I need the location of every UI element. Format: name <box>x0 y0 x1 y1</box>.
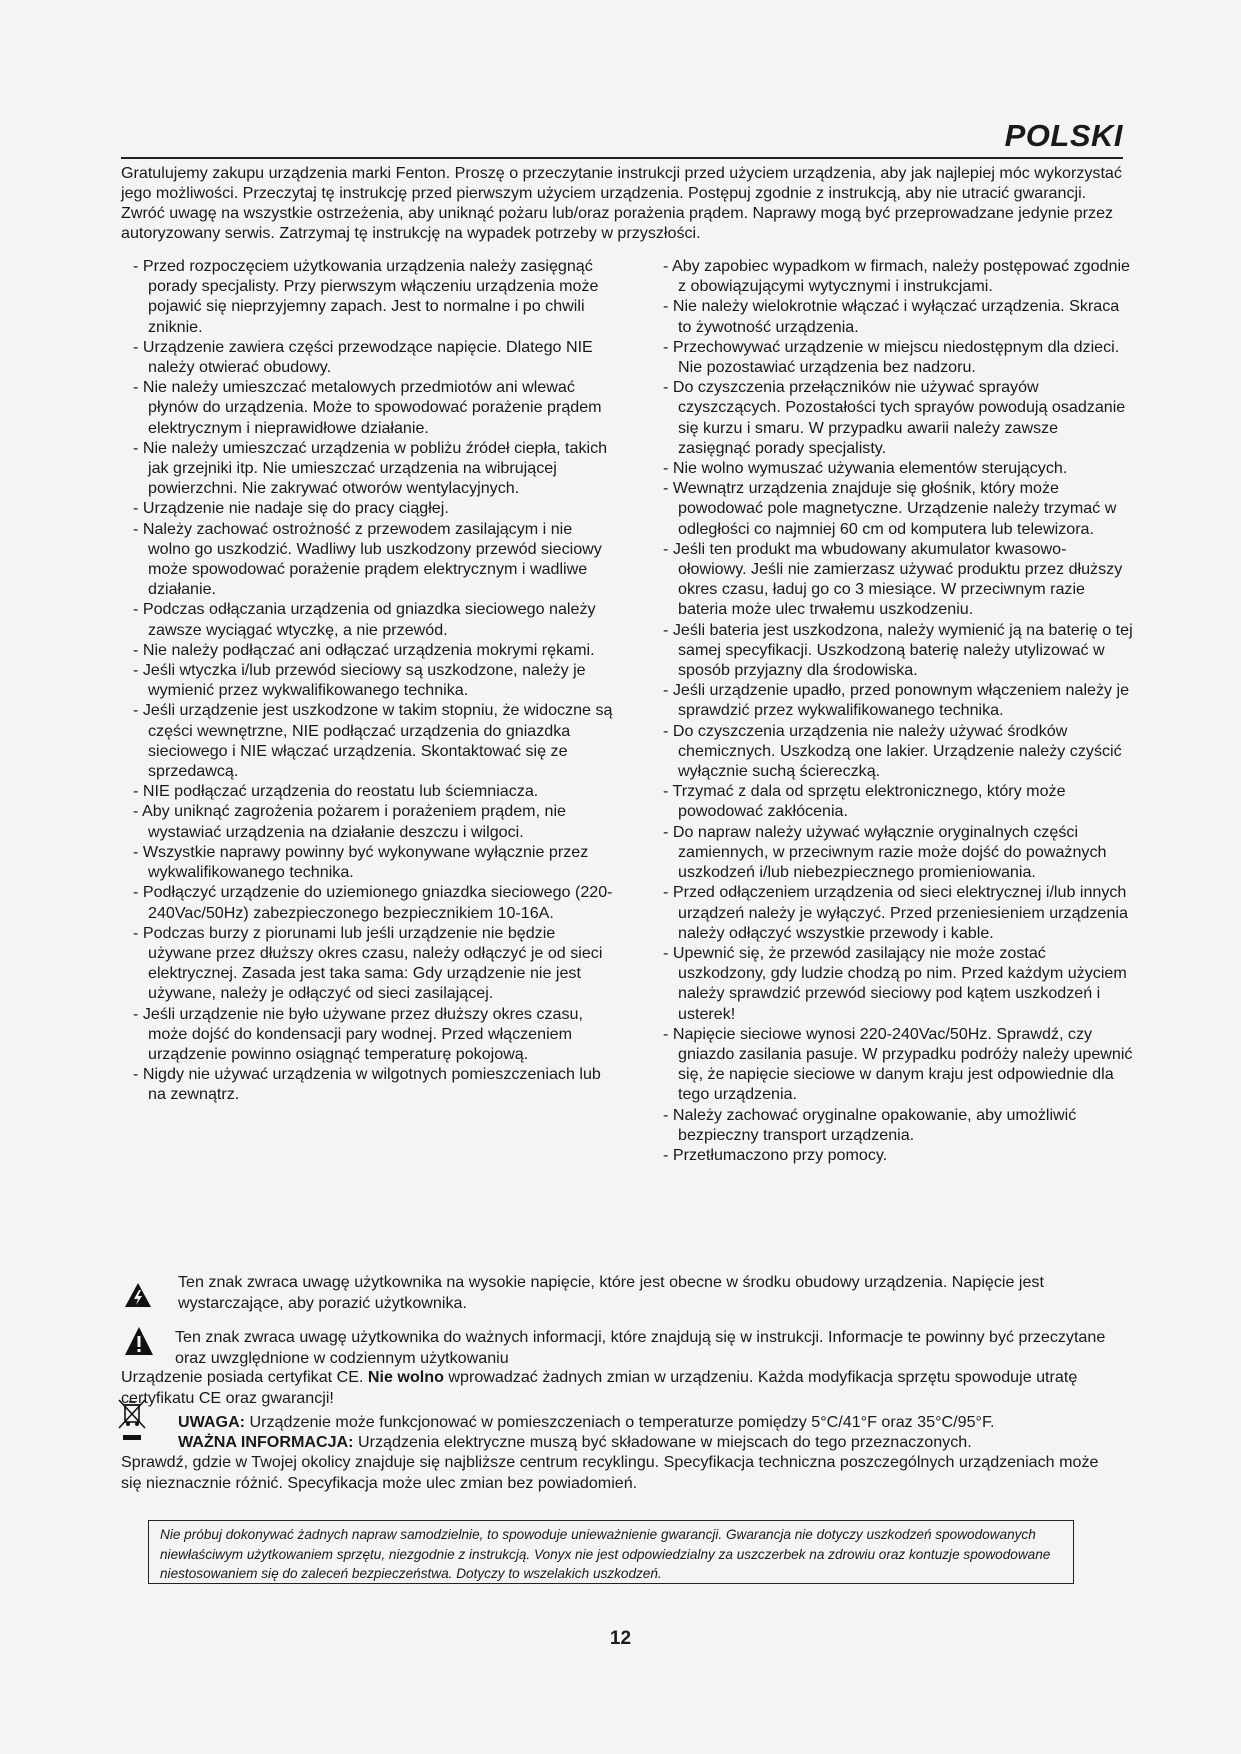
crossed-bin-icon <box>117 1398 147 1432</box>
list-item: - Upewnić się, że przewód zasilający nie może zostać uszkodzony, gdy ludzie chodzą po nim. Przed każdym użyciem należy sprawdzić przewód sieciowy pod kątem uszkodzeń i usterek! <box>663 943 1133 1024</box>
list-item: - Jeśli urządzenie nie było używane przez dłuższy okres czasu, może dojść do kondensacji pary wodnej. Przed włączeniem urządzenie powinno osiągnąć temperaturę pokojową. <box>133 1004 613 1065</box>
list-item: - Nie wolno wymuszać używania elementów sterujących. <box>663 458 1133 478</box>
uwaga-label: UWAGA: <box>178 1413 246 1431</box>
ce-prefix: Urządzenie posiada certyfikat CE. <box>121 1368 364 1386</box>
weee-bar <box>123 1435 141 1440</box>
high-voltage-warning-icon <box>124 1282 152 1308</box>
intro-paragraph: Gratulujemy zakupu urządzenia marki Fenton. Proszę o przeczytanie instrukcji przed użyciem urządzenia, aby jak najlepiej móc wykorzystać jego możliwości. Przeczytaj tę instrukcję przed pierwszym użyciem urządzenia. Postępuj zgodnie z instrukcją, aby nie utracić gwarancji. Zwróć uwagę na wszystkie ostrzeżenia, aby uniknąć pożaru lub/oraz porażenia prądem. Naprawy mogą być przeprowadzane jedynie przez autoryzowany serwis. Zatrzymaj tę instrukcję na wypadek potrzeby w przyszłości. <box>121 164 1122 242</box>
list-item: - Jeśli ten produkt ma wbudowany akumulator kwasowo-ołowiowy. Jeśli nie zamierzasz używać produktu przez dłuższy okres czasu, ładuj go co 3 miesiące. W przeciwnym razie bateria może ulec trwałemu uszkodzeniu. <box>663 539 1133 620</box>
list-item: - Należy zachować ostrożność z przewodem zasilającym i nie wolno go uszkodzić. Wadliwy lub uszkodzony przewód sieciowy może spowodować porażenie prądem elektrycznym i wadliwe działanie. <box>133 519 613 600</box>
list-item: - Nie należy umieszczać urządzenia w pobliżu źródeł ciepła, takich jak grzejniki itp. Nie umieszczać urządzenia na wibrującej powierzchni. Nie zakrywać otworów wentylacyjnych. <box>133 438 613 499</box>
list-item: - Trzymać z dala od sprzętu elektronicznego, który może powodować zakłócenia. <box>663 781 1133 821</box>
wazna-notice <box>178 1432 1128 1453</box>
ce-bold: Nie wolno <box>367 1368 444 1386</box>
language-title: POLSKI <box>1004 118 1123 153</box>
ce-notice <box>121 1367 1131 1408</box>
ce-suffix: wprowadzać żadnych zmian w urządzeniu. Każda modyfikacja sprzętu spowoduje utratę certyfikatu CE oraz gwarancji! <box>121 1368 1078 1407</box>
list-item: - Wewnątrz urządzenia znajduje się głośnik, który może powodować pole magnetyczne. Urządzenie należy trzymać w odległości co najmniej 60 cm od komputera lub telewizora. <box>663 478 1133 539</box>
list-item: - Podczas burzy z piorunami lub jeśli urządzenie nie będzie używane przez dłuższy okres czasu, należy odłączyć je od sieci elektrycznej. Zasada jest taka sama: Gdy urządzenie nie jest używane, należy je odłączyć od sieci zasilającej. <box>133 923 613 1004</box>
list-item: - Przed odłączeniem urządzenia od sieci elektrycznej i/lub innych urządzeń należy je wyłączyć. Przed przeniesieniem urządzenia należy odłączyć wszystkie przewody i kable. <box>663 882 1133 943</box>
list-item: - Nie należy umieszczać metalowych przedmiotów ani wlewać płynów do urządzenia. Może to spowodować porażenie prądem elektrycznym i nieprawidłowe działanie. <box>133 377 613 438</box>
page-number: 12 <box>609 1628 632 1649</box>
list-item: - Podczas odłączania urządzenia od gniazdka sieciowego należy zawsze wyciągać wtyczkę, a nie przewód. <box>133 599 613 639</box>
list-item: - Przed rozpoczęciem użytkowania urządzenia należy zasięgnąć porady specjalisty. Przy pierwszym włączeniu urządzenia może pojawić się nieprzyjemny zapach. Jest to normalne i po chwili zniknie. <box>133 256 613 337</box>
high-voltage-notice: Ten znak zwraca uwagę użytkownika na wysokie napięcie, które jest obecne w środku obudowy urządzenia. Napięcie jest wystarczające, aby porazić użytkownika. <box>178 1273 1044 1312</box>
list-item: - Jeśli urządzenie upadło, przed ponownym włączeniem należy je sprawdzić przez wykwalifikowanego technika. <box>663 680 1133 720</box>
important-info-notice: Ten znak zwraca uwagę użytkownika do ważnych informacji, które znajdują się w instrukcji. Informacje te powinny być przeczytane oraz uwzględnione w codziennym użytkowaniu <box>175 1328 1106 1367</box>
list-item: - NIE podłączać urządzenia do reostatu lub ściemniacza. <box>133 781 613 801</box>
list-item: - Jeśli wtyczka i/lub przewód sieciowy są uszkodzone, należy je wymienić przez wykwalifikowanego technika. <box>133 660 613 700</box>
list-item: - Nie należy wielokrotnie włączać i wyłączać urządzenia. Skraca to żywotność urządzenia. <box>663 296 1133 336</box>
uwaga-notice <box>178 1412 1128 1433</box>
list-item: - Urządzenie zawiera części przewodzące napięcie. Dlatego NIE należy otwierać obudowy. <box>133 337 613 377</box>
list-item: - Urządzenie nie nadaje się do pracy ciągłej. <box>133 498 613 518</box>
disclaimer-box: Nie próbuj dokonywać żadnych napraw samodzielnie, to spowoduje unieważnienie gwarancji. Gwarancja nie dotyczy uszkodzeń spowodowanych niewłaściwym użytkowaniem sprzętu, niezgodnie z instrukcją. Vonyx nie jest odpowiedzialny za uszczerbek na zdrowiu oraz kontuzje spowodowane niestosowaniem się do zaleceń bezpieczeństwa. Dotyczy to wszelakich uszkodzeń. <box>148 1520 1074 1584</box>
wazna-text: Urządzenia elektryczne muszą być składowane w miejscach do tego przeznaczonych. <box>358 1433 972 1451</box>
list-item: - Nie należy podłączać ani odłączać urządzenia mokrymi rękami. <box>133 640 613 660</box>
list-item: - Aby zapobiec wypadkom w firmach, należy postępować zgodnie z obowiązującymi wytycznymi i instrukcjami. <box>663 256 1133 296</box>
list-item: - Napięcie sieciowe wynosi 220-240Vac/50Hz. Sprawdź, czy gniazdo zasilania pasuje. W przypadku podróży należy upewnić się, że napięcie sieciowe w danym kraju jest odpowiednie dla tego urządzenia. <box>663 1024 1133 1105</box>
uwaga-text: Urządzenie może funkcjonować w pomieszczeniach o temperaturze pomiędzy 5°C/41°F oraz 35°C/95°F. <box>249 1413 995 1431</box>
list-item: - Do czyszczenia urządzenia nie należy używać środków chemicznych. Uszkodzą one lakier. Urządzenie należy czyścić wyłącznie suchą ściereczką. <box>663 721 1133 782</box>
list-item: - Przechowywać urządzenie w miejscu niedostępnym dla dzieci. Nie pozostawiać urządzenia bez nadzoru. <box>663 337 1133 377</box>
list-item: - Przetłumaczono przy pomocy. <box>663 1145 1133 1165</box>
list-item: - Jeśli bateria jest uszkodzona, należy wymienić ją na baterię o tej samej specyfikacji. Uszkodzoną baterię należy utylizować w sposób przyjazny dla środowiska. <box>663 620 1133 681</box>
wazna-label: WAŻNA INFORMACJA: <box>178 1433 354 1451</box>
list-item: - Podłączyć urządzenie do uziemionego gniazdka sieciowego (220-240Vac/50Hz) zabezpieczonego bezpiecznikiem 10-16A. <box>133 882 613 922</box>
list-item: - Aby uniknąć zagrożenia pożarem i porażeniem prądem, nie wystawiać urządzenia na działanie deszczu i wilgoci. <box>133 801 613 841</box>
title-divider <box>121 157 1123 159</box>
list-item: - Jeśli urządzenie jest uszkodzone w takim stopniu, że widoczne są części wewnętrzne, NIE podłączać urządzenia do gniazdka sieciowego i NIE włączać urządzenia. Skontaktować się ze sprzedawcą. <box>133 700 613 781</box>
recycling-notice: Sprawdź, gdzie w Twojej okolicy znajduje się najbliższe centrum recyklingu. Specyfikacja techniczna poszczególnych urządzeniach może się nieznacznie różnić. Specyfikacja może ulec zmian bez powiadomień. <box>121 1453 1099 1492</box>
list-item: - Do czyszczenia przełączników nie używać sprayów czyszczących. Pozostałości tych sprayów powodują osadzanie się kurzu i smaru. W przypadku awarii należy zawsze zasięgnąć porady specjalisty. <box>663 377 1133 458</box>
list-item: - Wszystkie naprawy powinny być wykonywane wyłącznie przez wykwalifikowanego technika. <box>133 842 613 882</box>
exclamation-warning-icon <box>124 1326 154 1356</box>
list-item: - Należy zachować oryginalne opakowanie, aby umożliwić bezpieczny transport urządzenia. <box>663 1105 1133 1145</box>
list-item: - Do napraw należy używać wyłącznie oryginalnych części zamiennych, w przeciwnym razie może dojść do poważnych uszkodzeń i/lub niebezpiecznego promieniowania. <box>663 822 1133 883</box>
list-item: - Nigdy nie używać urządzenia w wilgotnych pomieszczeniach lub na zewnątrz. <box>133 1064 613 1104</box>
safety-list-left <box>133 256 613 1105</box>
safety-list-right <box>663 256 1133 1165</box>
